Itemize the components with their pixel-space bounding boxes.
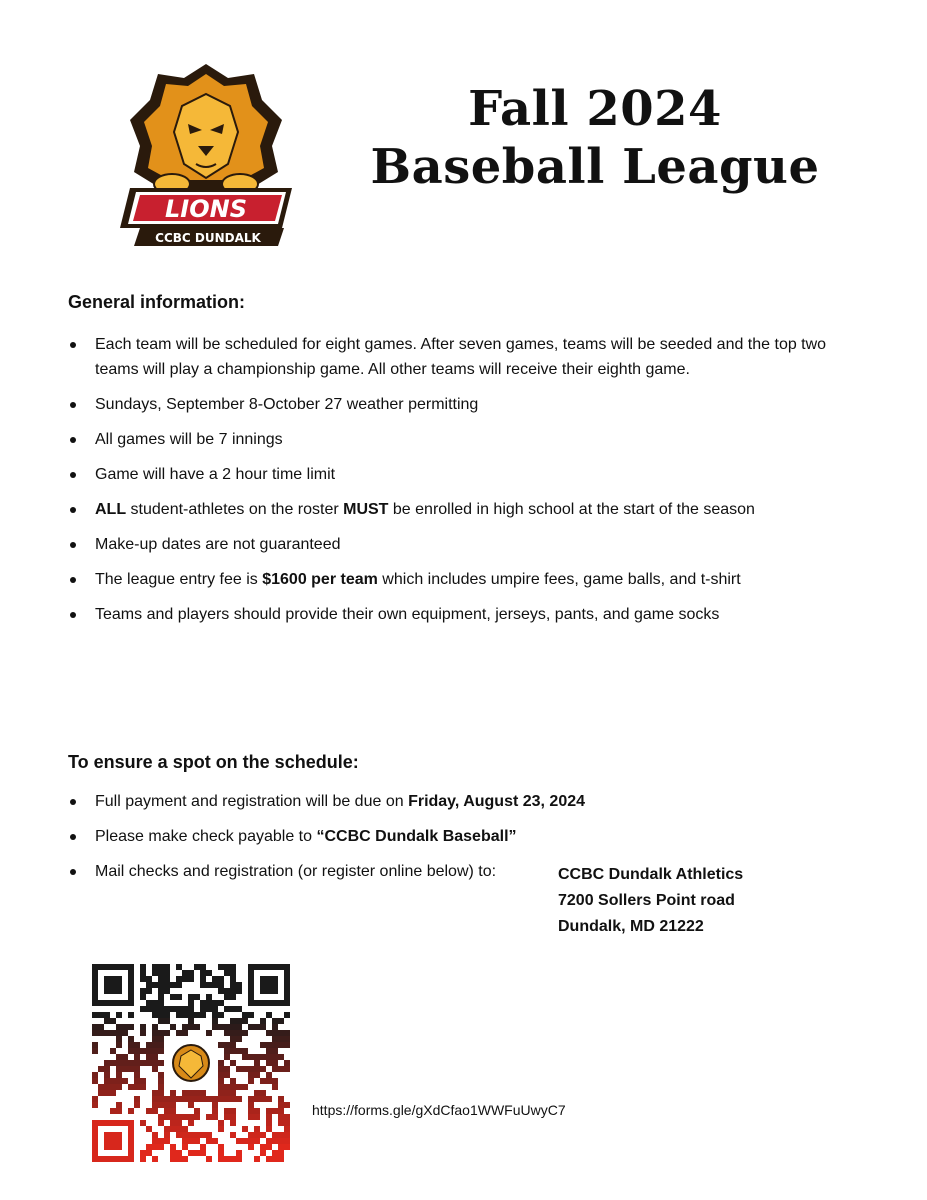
item-text: Please make check payable to [95,828,317,845]
list-item [66,567,866,592]
lions-logo [116,60,296,250]
list-item [66,427,866,452]
registration-link[interactable]: https://forms.gle/gXdCfao1WWFuUwyC7 [312,1102,566,1118]
item-text: Teams and players should provide their own equipment, jerseys, pants, and game socks [95,606,720,623]
item-bold: MUST [343,501,389,518]
mailing-address [558,862,743,940]
address-line: 7200 Sollers Point road [558,892,735,909]
general-info-heading: General information: [68,292,246,312]
general-info-list [66,332,866,637]
title-line-1: Fall 2024 [468,81,722,137]
page-title [340,80,850,196]
item-text: student-athletes on the roster [126,501,344,518]
item-text: be enrolled in high school at the start of the season [388,501,755,518]
logo-team-text: LIONS [165,195,247,223]
item-text: Make-up dates are not guaranteed [95,536,341,553]
list-item [66,532,866,557]
item-text: Sundays, September 8-October 27 weather permitting [95,396,479,413]
item-text: which includes umpire fees, game balls, and t-shirt [377,571,741,588]
item-bold: $1600 per team [262,571,378,588]
item-bold: ALL [95,501,127,518]
list-item [66,392,866,417]
schedule-heading: To ensure a spot on the schedule: [68,752,359,772]
list-item [66,497,866,522]
list-item [66,462,866,487]
logo-school-text: CCBC DUNDALK [155,231,261,245]
list-item [66,824,866,849]
list-item [66,859,866,884]
item-text: All games will be 7 innings [95,431,283,448]
title-line-2: Baseball League [370,139,820,195]
due-date: Friday, August 23, 2024 [408,793,586,810]
item-text: Mail checks and registration (or register online below) to: [95,863,497,880]
payee-name: “CCBC Dundalk Baseball” [316,828,517,845]
registration-qr-code[interactable] [92,964,290,1162]
item-text: Full payment and registration will be due on [95,793,409,810]
list-item [66,602,866,627]
address-line: CCBC Dundalk Athletics [558,866,744,883]
list-item [66,789,866,814]
item-text: The league entry fee is [95,571,263,588]
item-text: Game will have a 2 hour time limit [95,466,336,483]
address-line: Dundalk, MD 21222 [558,918,704,935]
list-item [66,332,866,382]
item-text: Each team will be scheduled for eight games. After seven games, teams will be seeded and the top two teams will play a championship game. All other teams will receive their eighth game. [95,336,827,378]
schedule-list [66,789,866,894]
qr-lion-icon [167,1039,215,1087]
